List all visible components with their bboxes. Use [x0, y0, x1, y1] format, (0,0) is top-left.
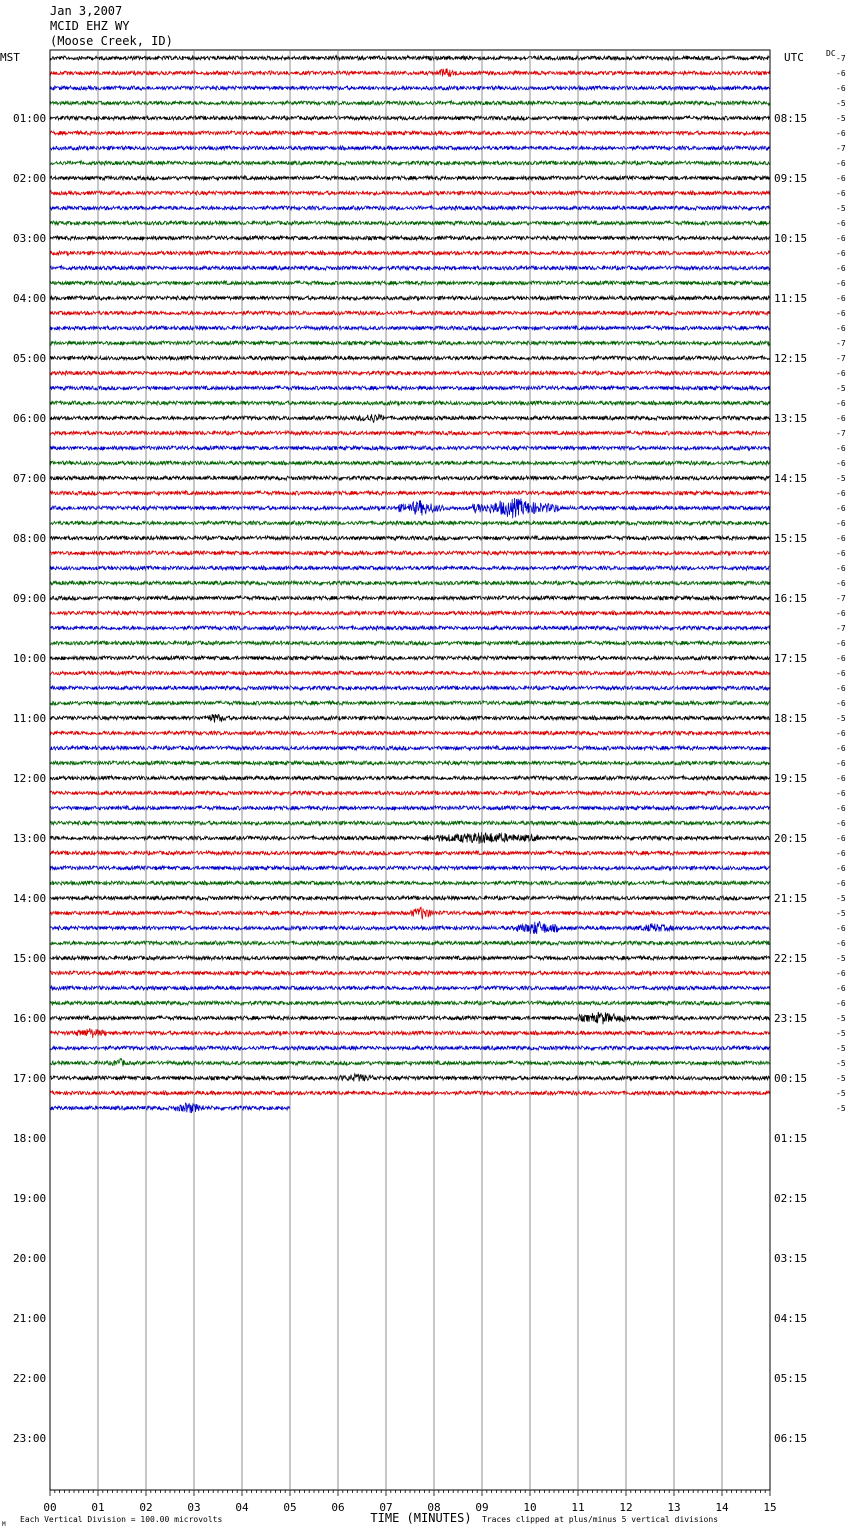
utc-hour-label: 04:15	[774, 1312, 808, 1325]
trace-line	[50, 626, 770, 630]
dc-offset-label: -5	[836, 1074, 846, 1083]
trace-line	[50, 191, 770, 195]
dc-offset-label: -7	[836, 429, 846, 438]
dc-offset-label: -5	[836, 474, 846, 483]
dc-offset-label: -6	[836, 654, 846, 663]
dc-offset-label: -6	[836, 879, 846, 888]
x-tick-label: 01	[91, 1501, 105, 1514]
trace-line	[50, 596, 770, 600]
trace-line	[50, 521, 770, 525]
utc-hour-label: 05:15	[774, 1372, 808, 1385]
mst-hour-label: 04:00	[13, 292, 47, 305]
dc-offset-label: -5	[836, 954, 846, 963]
trace-line	[50, 414, 770, 422]
dc-offset-label: -7	[836, 54, 846, 63]
x-tick-label: 10	[523, 1501, 537, 1514]
mst-hour-label: 05:00	[13, 352, 47, 365]
trace-line	[50, 551, 770, 555]
trace-line	[50, 701, 770, 705]
dc-offset-label: -5	[836, 1014, 846, 1023]
mst-hour-label: 19:00	[13, 1192, 47, 1205]
mst-hour-label: 18:00	[13, 1132, 47, 1145]
trace-line	[50, 461, 770, 465]
dc-offset-label: -5	[836, 1059, 846, 1068]
dc-offset-label: -7	[836, 594, 846, 603]
mst-hour-label: 12:00	[13, 772, 47, 785]
dc-offset-label: -6	[836, 774, 846, 783]
dc-offset-label: -6	[836, 609, 846, 618]
dc-offset-label: -6	[836, 939, 846, 948]
mst-hour-label: 16:00	[13, 1012, 47, 1025]
dc-offset-label: -7	[836, 339, 846, 348]
trace-line	[50, 1028, 770, 1038]
trace-line	[50, 566, 770, 570]
dc-offset-label: -6	[836, 264, 846, 273]
utc-hour-label: 14:15	[774, 472, 808, 485]
dc-offset-label: -6	[836, 684, 846, 693]
utc-hour-label: 09:15	[774, 172, 808, 185]
mst-hour-label: 17:00	[13, 1072, 47, 1085]
x-tick-label: 05	[283, 1501, 297, 1514]
trace-line	[50, 161, 770, 165]
dc-offset-label: -7	[836, 144, 846, 153]
dc-offset-label: -6	[836, 369, 846, 378]
dc-offset-label: -6	[836, 999, 846, 1008]
trace-line	[50, 498, 770, 518]
mst-hour-label: 13:00	[13, 832, 47, 845]
utc-hour-label: 20:15	[774, 832, 808, 845]
trace-line	[50, 386, 770, 390]
trace-line	[50, 922, 770, 934]
trace-line	[50, 1059, 770, 1067]
trace-line	[50, 761, 770, 765]
dc-offset-label: -5	[836, 1104, 846, 1113]
dc-offset-label: -6	[836, 279, 846, 288]
dc-offset-label: -6	[836, 849, 846, 858]
dc-offset-label: -6	[836, 729, 846, 738]
mst-hour-label: 08:00	[13, 532, 47, 545]
dc-offset-label: -5	[836, 1029, 846, 1038]
dc-offset-label: -6	[836, 579, 846, 588]
dc-offset-label: -6	[836, 924, 846, 933]
x-axis-title: TIME (MINUTES)	[370, 1511, 472, 1525]
trace-line	[50, 821, 770, 825]
date-label: Jan 3,2007	[50, 4, 123, 18]
dc-offset-label: -6	[836, 834, 846, 843]
utc-hour-label: 17:15	[774, 652, 808, 665]
dc-offset-label: -6	[836, 189, 846, 198]
trace-line	[50, 371, 770, 375]
utc-hour-label: 16:15	[774, 592, 808, 605]
trace-line	[50, 731, 770, 735]
x-tick-label: 08	[427, 1501, 441, 1514]
trace-line	[50, 206, 770, 210]
mst-hour-label: 23:00	[13, 1432, 47, 1445]
x-tick-label: 07	[379, 1501, 393, 1514]
utc-hour-label: 15:15	[774, 532, 808, 545]
dc-offset-label: -6	[836, 639, 846, 648]
trace-line	[50, 356, 770, 360]
utc-hour-label: 01:15	[774, 1132, 808, 1145]
trace-line	[50, 176, 770, 180]
utc-hour-label: 11:15	[774, 292, 808, 305]
trace-line	[50, 1046, 770, 1050]
dc-offset-label: -6	[836, 699, 846, 708]
trace-line	[50, 971, 770, 975]
mst-hour-label: 21:00	[13, 1312, 47, 1325]
trace-line	[50, 401, 770, 405]
trace-line	[50, 296, 770, 300]
dc-offset-label: -6	[836, 759, 846, 768]
trace-line	[50, 806, 770, 810]
trace-line	[50, 251, 770, 255]
x-tick-label: 00	[43, 1501, 57, 1514]
dc-offset-label: -6	[836, 219, 846, 228]
dc-offset-label: -6	[836, 159, 846, 168]
trace-line	[50, 907, 770, 919]
utc-hour-label: 12:15	[774, 352, 808, 365]
x-tick-label: 11	[571, 1501, 585, 1514]
mst-hour-label: 20:00	[13, 1252, 47, 1265]
utc-hour-label: 03:15	[774, 1252, 808, 1265]
utc-hour-label: 06:15	[774, 1432, 808, 1445]
dc-offset-label: -6	[836, 969, 846, 978]
utc-hour-label: 02:15	[774, 1192, 808, 1205]
dc-offset-label: -6	[836, 819, 846, 828]
mst-hour-label: 11:00	[13, 712, 47, 725]
trace-line	[50, 116, 770, 120]
mst-hour-label: 07:00	[13, 472, 47, 485]
trace-line	[50, 715, 770, 723]
utc-label: UTC	[784, 51, 804, 64]
footer-clip-note: Traces clipped at plus/minus 5 vertical divisions	[482, 1515, 719, 1524]
dc-offset-label: -6	[836, 669, 846, 678]
dc-offset-label: -6	[836, 489, 846, 498]
dc-offset-label: -6	[836, 69, 846, 78]
trace-line	[50, 776, 770, 780]
trace-line	[50, 671, 770, 675]
x-tick-label: 13	[667, 1501, 681, 1514]
trace-line	[50, 746, 770, 750]
mst-label: MST	[0, 51, 20, 64]
dc-offset-label: -5	[836, 384, 846, 393]
dc-offset-label: -6	[836, 234, 846, 243]
dc-offset-label: -6	[836, 744, 846, 753]
x-tick-label: 06	[331, 1501, 345, 1514]
trace-line	[50, 986, 770, 990]
trace-line	[50, 791, 770, 795]
dc-offset-label: -6	[836, 324, 846, 333]
dc-offset-label: -6	[836, 444, 846, 453]
dc-offset-label: -6	[836, 399, 846, 408]
trace-line	[50, 1001, 770, 1005]
dc-offset-label: -6	[836, 129, 846, 138]
trace-line	[50, 431, 770, 435]
trace-line	[50, 581, 770, 585]
trace-line	[50, 326, 770, 330]
x-tick-label: 12	[619, 1501, 633, 1514]
trace-line	[50, 281, 770, 285]
utc-hour-label: 19:15	[774, 772, 808, 785]
dc-offset-label: -5	[836, 714, 846, 723]
mst-hour-label: 06:00	[13, 412, 47, 425]
dc-offset-label: -6	[836, 504, 846, 513]
station-label: MCID EHZ WY	[50, 19, 130, 33]
trace-line	[50, 851, 770, 855]
dc-offset-label: -5	[836, 1089, 846, 1098]
utc-hour-label: 22:15	[774, 952, 808, 965]
dc-offset-label: -5	[836, 204, 846, 213]
trace-line	[50, 491, 770, 495]
mst-hour-label: 03:00	[13, 232, 47, 245]
x-tick-label: 14	[715, 1501, 729, 1514]
trace-line	[50, 832, 770, 844]
trace-line	[50, 956, 770, 960]
trace-line	[50, 68, 770, 77]
dc-offset-label: -6	[836, 519, 846, 528]
mst-hour-label: 02:00	[13, 172, 47, 185]
trace-line	[50, 101, 770, 105]
utc-hour-label: 23:15	[774, 1012, 808, 1025]
utc-hour-label: 10:15	[774, 232, 808, 245]
traces	[50, 56, 770, 1113]
trace-line	[50, 341, 770, 345]
x-tick-label: 04	[235, 1501, 249, 1514]
dc-offset-label: -6	[836, 804, 846, 813]
dc-offset-label: -7	[836, 624, 846, 633]
dc-offset-label: -6	[836, 309, 846, 318]
trace-line	[50, 1012, 770, 1024]
trace-line	[50, 266, 770, 270]
dc-offset-label: -6	[836, 864, 846, 873]
dc-offset-label: -5	[836, 909, 846, 918]
mst-hour-label: 15:00	[13, 952, 47, 965]
trace-line	[50, 56, 770, 60]
x-tick-label: 03	[187, 1501, 201, 1514]
mst-hour-label: 10:00	[13, 652, 47, 665]
dc-offset-label: -6	[836, 414, 846, 423]
utc-hour-label: 21:15	[774, 892, 808, 905]
mst-hour-label: 22:00	[13, 1372, 47, 1385]
dc-offset-label: -6	[836, 984, 846, 993]
mst-hour-label: 01:00	[13, 112, 47, 125]
trace-line	[50, 236, 770, 240]
mst-hour-label: 14:00	[13, 892, 47, 905]
trace-line	[50, 641, 770, 645]
utc-hour-label: 18:15	[774, 712, 808, 725]
trace-line	[50, 866, 770, 870]
trace-line	[50, 221, 770, 225]
utc-hour-label: 00:15	[774, 1072, 808, 1085]
trace-line	[50, 476, 770, 480]
dc-offset-label: -6	[836, 534, 846, 543]
trace-line	[50, 1091, 770, 1095]
dc-offset-label: -6	[836, 459, 846, 468]
trace-line	[50, 656, 770, 660]
location-label: (Moose Creek, ID)	[50, 34, 173, 48]
trace-line	[50, 686, 770, 690]
utc-hour-label: 08:15	[774, 112, 808, 125]
trace-line	[50, 536, 770, 540]
x-tick-label: 15	[763, 1501, 777, 1514]
dc-offset-label: -6	[836, 789, 846, 798]
dc-offset-label: -6	[836, 174, 846, 183]
dc-offset-label: -6	[836, 564, 846, 573]
dc-offset-label: -5	[836, 114, 846, 123]
trace-line	[50, 86, 770, 90]
axis-labels	[13, 54, 846, 1514]
dc-offset-label: -5	[836, 894, 846, 903]
utc-hour-label: 13:15	[774, 412, 808, 425]
trace-line	[50, 611, 770, 615]
trace-line	[50, 1103, 290, 1113]
footer-scale-note: Each Vertical Division = 100.00 microvolts	[20, 1515, 223, 1524]
dc-offset-label: -7	[836, 354, 846, 363]
trace-line	[50, 311, 770, 315]
trace-line	[50, 446, 770, 450]
x-tick-label: 09	[475, 1501, 489, 1514]
dc-offset-label: -6	[836, 549, 846, 558]
dc-label: DC	[826, 49, 836, 58]
trace-line	[50, 131, 770, 135]
dc-offset-label: -6	[836, 294, 846, 303]
mst-hour-label: 09:00	[13, 592, 47, 605]
x-tick-label: 02	[139, 1501, 153, 1514]
trace-line	[50, 146, 770, 150]
footer-mark: M	[2, 1521, 6, 1528]
dc-offset-label: -6	[836, 249, 846, 258]
trace-line	[50, 1074, 770, 1082]
dc-offset-label: -5	[836, 1044, 846, 1053]
trace-line	[50, 896, 770, 900]
dc-offset-label: -6	[836, 84, 846, 93]
trace-line	[50, 881, 770, 885]
trace-line	[50, 941, 770, 945]
dc-offset-label: -5	[836, 99, 846, 108]
